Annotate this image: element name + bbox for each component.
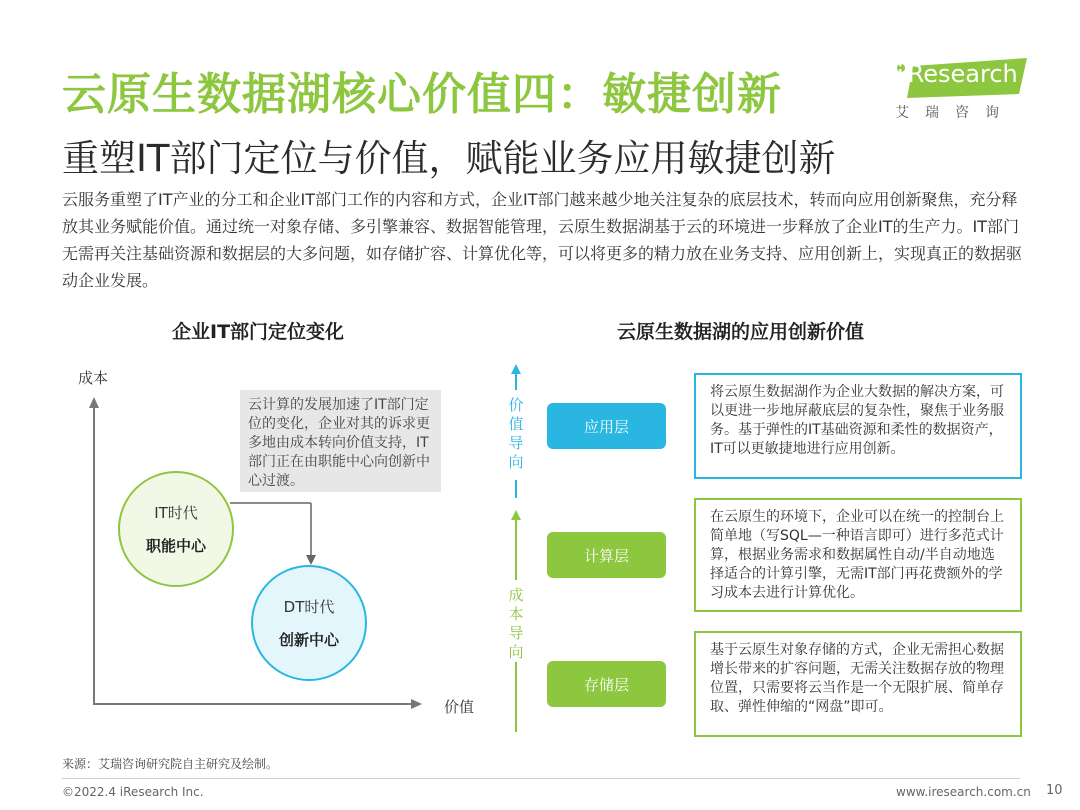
transition-arrow-icon (306, 555, 316, 565)
layer-compute: 计算层 (547, 532, 666, 578)
intro-paragraph: 云服务重塑了IT产业的分工和企业IT部门工作的内容和方式，企业IT部门越来越少地关注复杂的底层技术，转而向应用创新聚焦，充分释放其业务赋能价值。通过统一对象存储、多引擎兼容、数据智能管理，云原生数据湖基于云的环境进一步释放了企业IT的生产力。IT部门无需再关注基础资源和数据层的大多问题，如存储扩容、计算优化等，可以将更多的精力放在业务支持、应用创新上，实现真正的数据驱动企业发展。 (62, 190, 1023, 290)
storage-layer-description: 基于云原生对象存储的方式，企业无需担心数据增长带来的扩容问题，无需关注数据存放的物理位置，只需要将云当作是一个无限扩展、简单存取、弹性伸缩的“网盘”即可。 (694, 631, 1022, 737)
value-orientation-label: 价值导向 (508, 396, 524, 471)
it-era-circle (118, 471, 234, 587)
copyright: ©2022.4 iResearch Inc. (62, 785, 204, 799)
layer-application: 应用层 (547, 403, 666, 449)
right-panel-heading: 云原生数据湖的应用创新价值 (617, 321, 865, 343)
footer-divider (62, 778, 1020, 779)
dt-era-circle (251, 565, 367, 681)
compute-layer-description: 在云原生的环境下，企业可以在统一的控制台上简单地（写SQL—一种语言即可）进行多范式计算，根据业务需求和数据属性自动/半自动地选择适合的计算引擎，无需IT部门再花费额外的学习成本去进行计算优化。 (694, 498, 1022, 612)
x-axis-label: 价值 (444, 698, 475, 716)
application-layer-description: 将云原生数据湖作为企业大数据的解决方案，可以更进一步地屏蔽底层的复杂性，聚焦于业务服务。基于弹性的IT基础资源和柔性的数据资产，IT可以更敏捷地进行应用创新。 (694, 373, 1022, 479)
logo-i: i (897, 60, 904, 88)
dt-era-label: DT时代 (283, 598, 335, 616)
it-era-role: 职能中心 (145, 537, 206, 555)
y-axis-arrow-icon (89, 397, 99, 408)
logo-wordmark (893, 60, 1018, 88)
y-axis-label: 成本 (78, 369, 109, 387)
value-arrow-icon (511, 364, 521, 374)
left-panel-heading: 企业IT部门定位变化 (172, 321, 345, 343)
page-subtitle: 重塑IT部门定位与价值，赋能业务应用敏捷创新 (62, 137, 836, 180)
logo-chinese: 艾瑞咨询 (895, 105, 1015, 121)
transition-note: 云计算的发展加速了IT部门定位的变化，企业对其的诉求更多地由成本转向价值支持，IT部门正在由职能中心向创新中心过渡。 (240, 390, 441, 492)
cost-arrow-icon (511, 510, 521, 520)
cost-orientation-label: 成本导向 (508, 586, 524, 661)
dt-era-role: 创新中心 (278, 631, 339, 649)
website-link[interactable]: www.iresearch.com.cn (896, 785, 1031, 799)
x-axis-arrow-icon (411, 699, 422, 709)
logo-research: Research (907, 60, 1018, 88)
page-number: 10 (1046, 783, 1063, 798)
page-title: 云原生数据湖核心价值四：敏捷创新 (62, 69, 782, 120)
it-era-label: IT时代 (154, 504, 198, 522)
iresearch-logo (893, 58, 1033, 128)
layer-storage: 存储层 (547, 661, 666, 707)
source-note: 来源：艾瑞咨询研究院自主研究及绘制。 (62, 757, 279, 771)
